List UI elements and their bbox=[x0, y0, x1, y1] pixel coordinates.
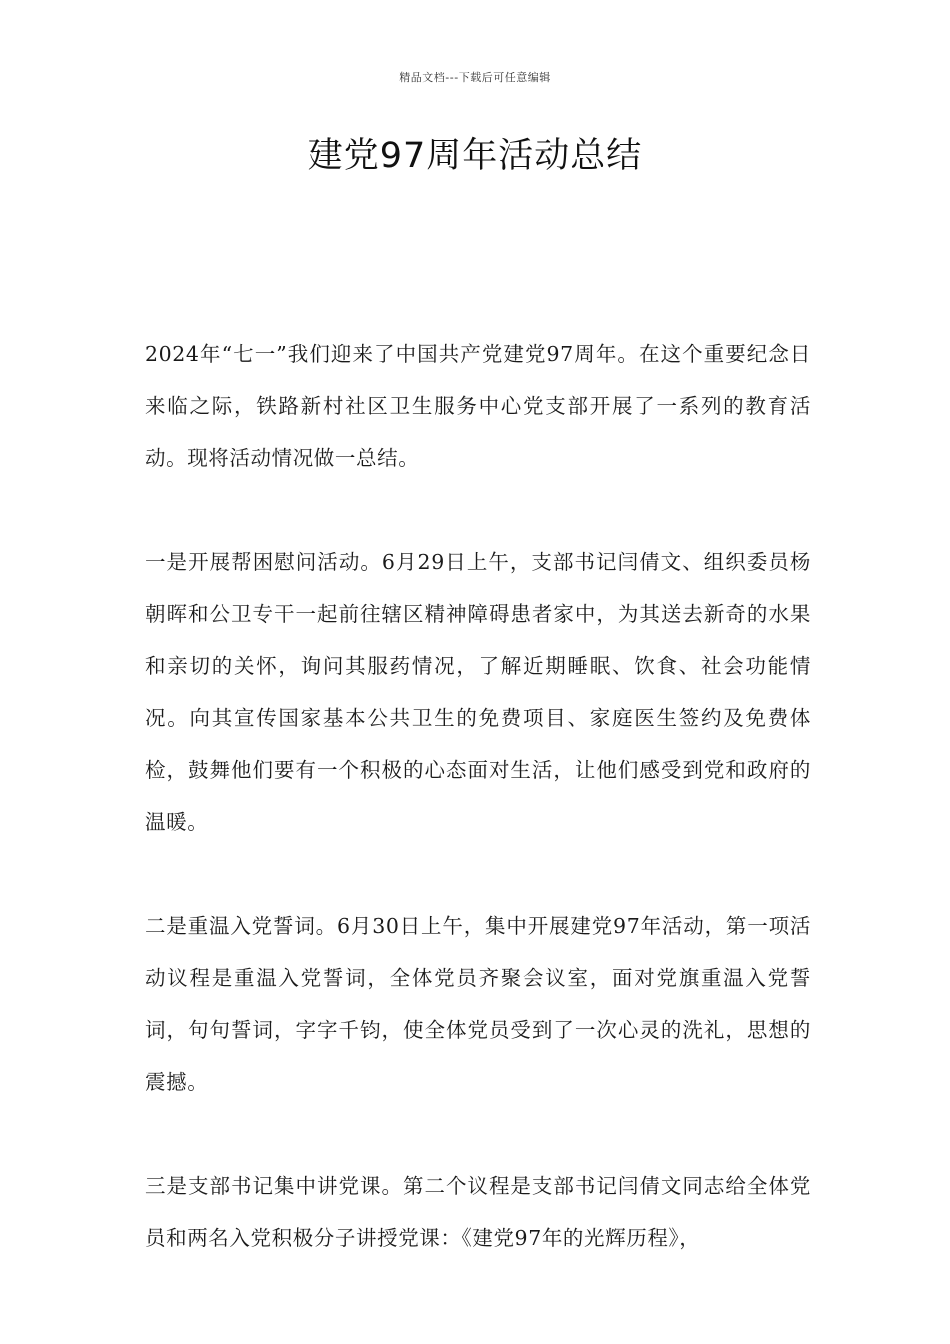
header-note: 精品文档---下载后可任意编辑 bbox=[399, 71, 551, 84]
document-body bbox=[145, 328, 811, 1316]
document-title: 建党97周年活动总结 bbox=[307, 136, 643, 176]
paragraph-party-lecture: 三是支部书记集中讲党课。第二个议程是支部书记闫倩文同志给全体党员和两名入党积极分子讲授党课：《建党97年的光辉历程》， bbox=[145, 1174, 811, 1250]
paragraph-oath-review: 二是重温入党誓词。6月30日上午，集中开展建党97年活动，第一项活动议程是重温入党誓词，全体党员齐聚会议室，面对党旗重温入党誓词，句句誓词，字字千钧，使全体党员受到了一次心灵的洗礼，思想的震撼。 bbox=[145, 914, 811, 1094]
paragraph-visit-activity: 一是开展帮困慰问活动。6月29日上午，支部书记闫倩文、组织委员杨朝晖和公卫专干一起前往辖区精神障碍患者家中，为其送去新奇的水果和亲切的关怀，询问其服药情况，了解近期睡眠、饮食、社会功能情况。向其宣传国家基本公共卫生的免费项目、家庭医生签约及免费体检，鼓舞他们要有一个积极的心态面对生活，让他们感受到党和政府的温暖。 bbox=[145, 550, 811, 834]
paragraph-intro: 2024年“七一”我们迎来了中国共产党建党97周年。在这个重要纪念日来临之际，铁路新村社区卫生服务中心党支部开展了一系列的教育活动。现将活动情况做一总结。 bbox=[145, 342, 811, 470]
